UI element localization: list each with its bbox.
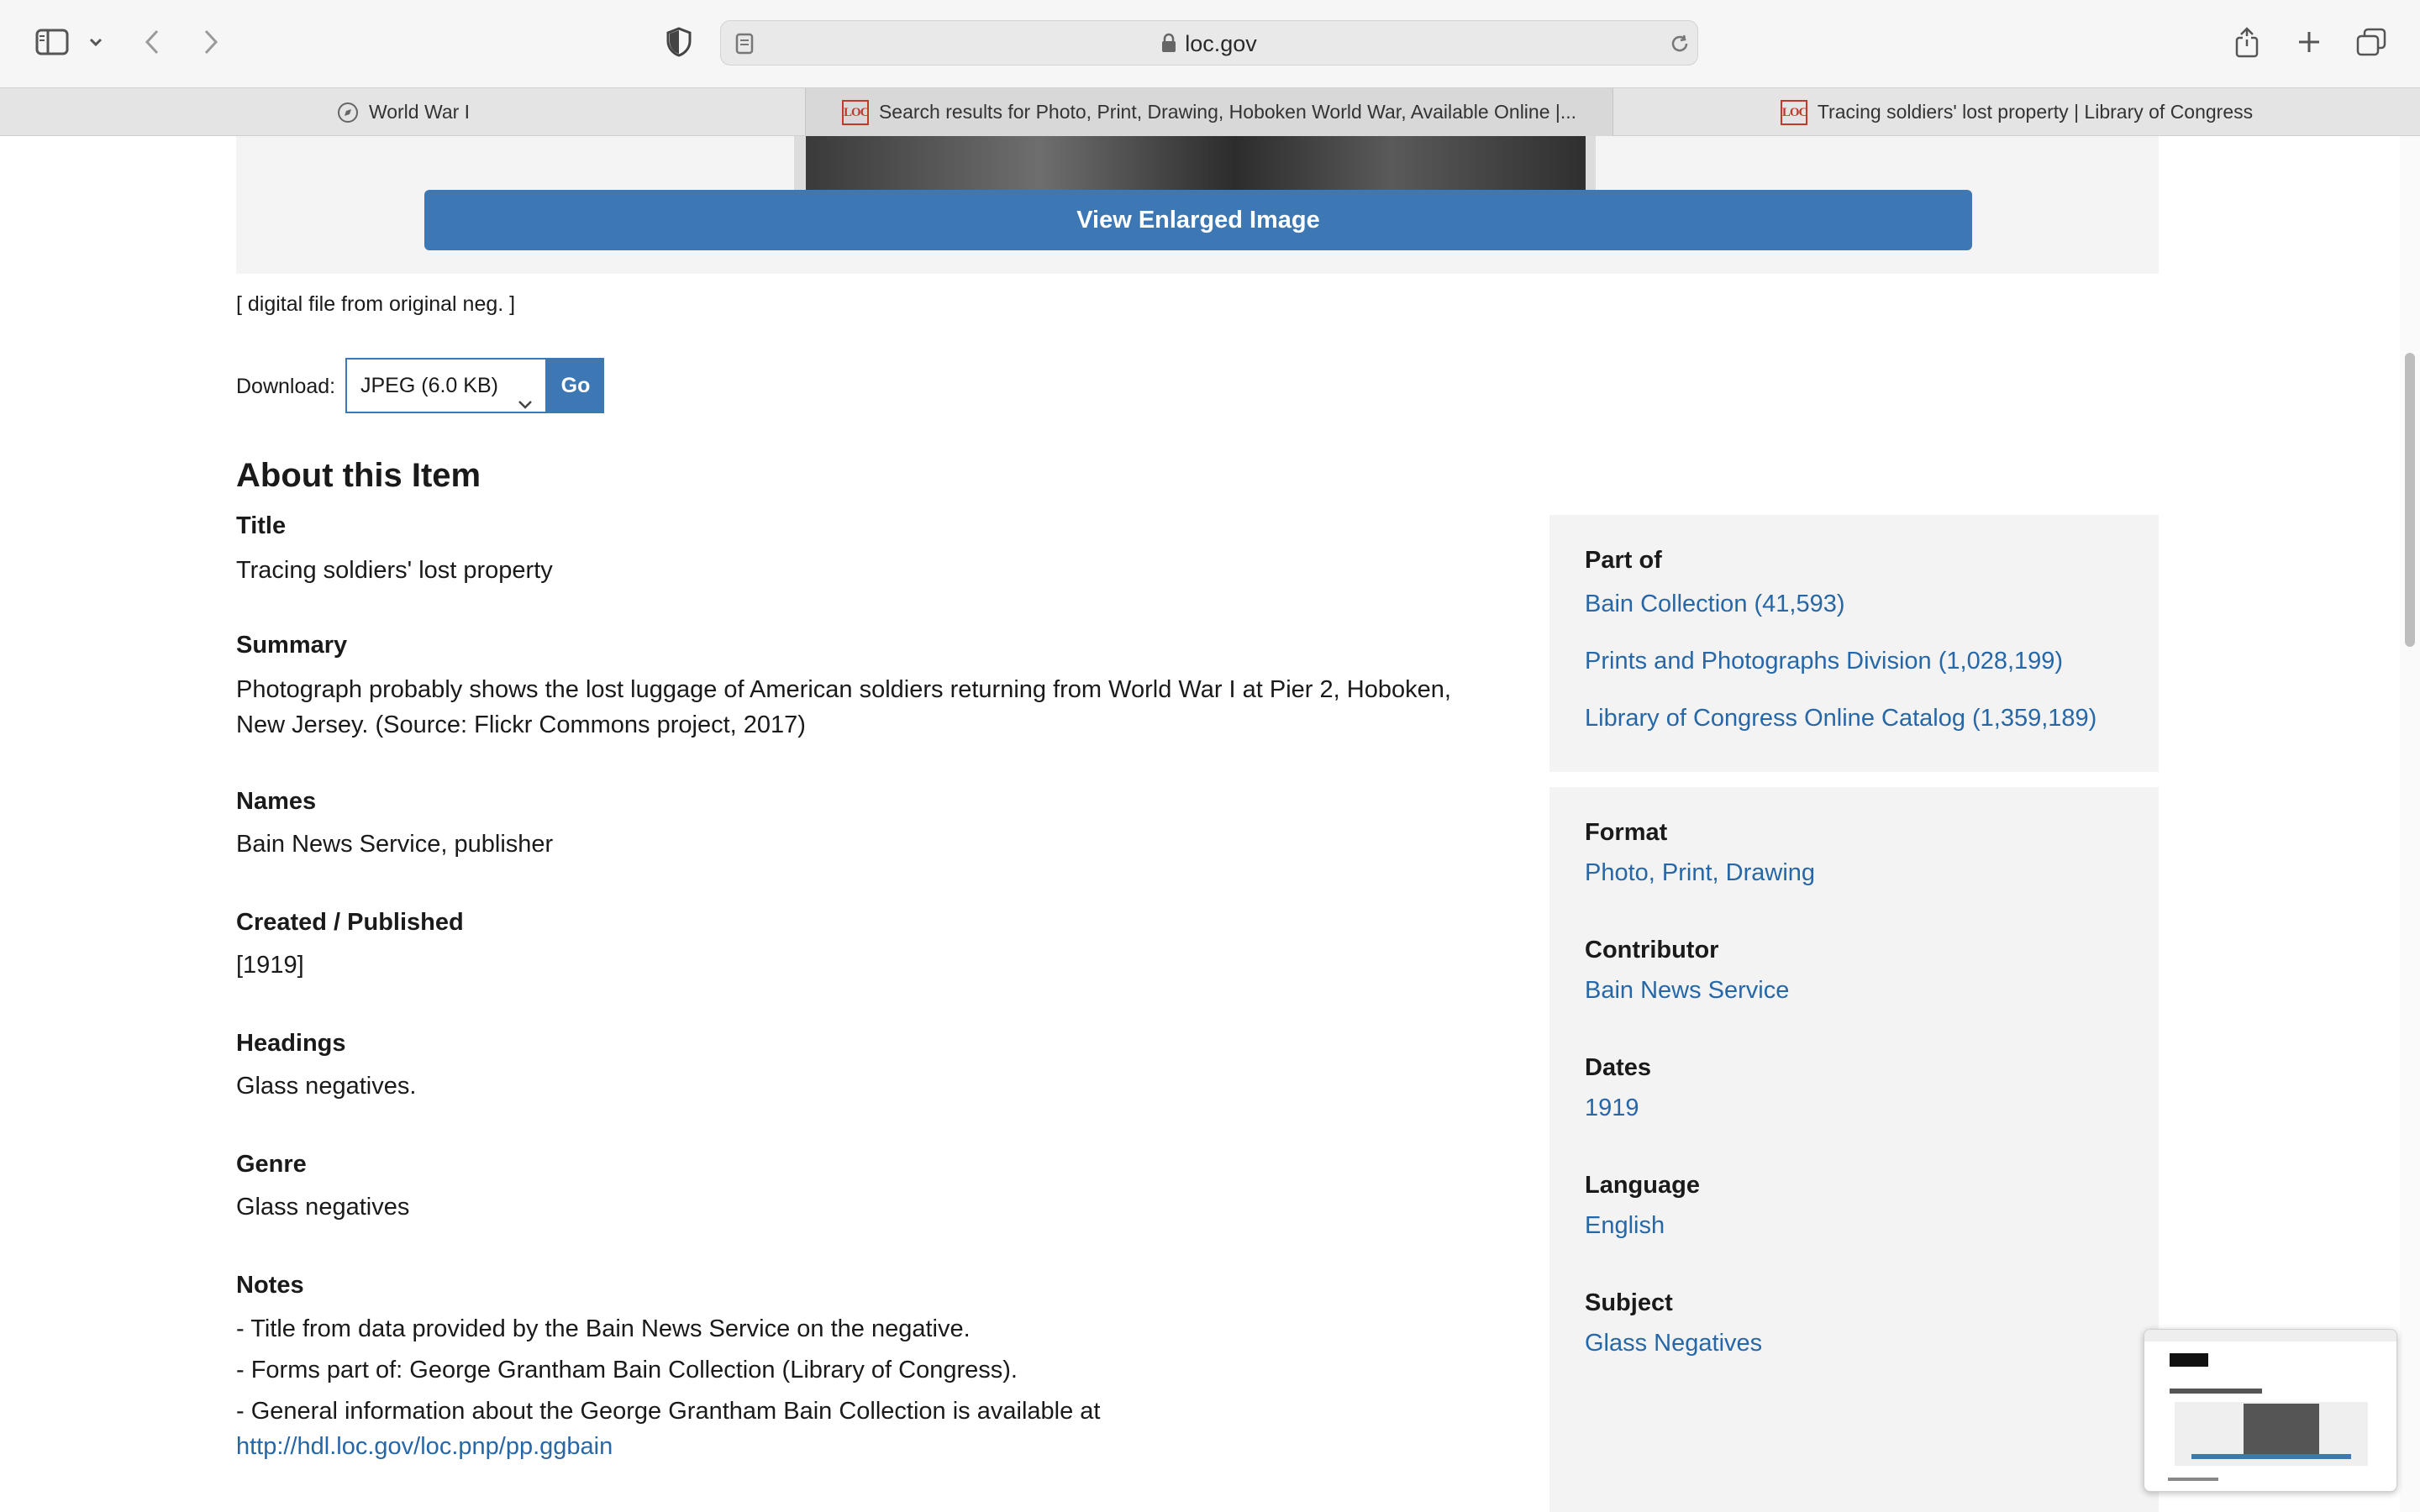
part-of-label: Part of: [1585, 547, 1662, 574]
chevron-down-icon: [517, 378, 534, 430]
new-tab-icon[interactable]: [2292, 25, 2326, 59]
download-selected-option: JPEG (6.0 KB): [360, 374, 498, 397]
summary-line-2: New Jersey. (Source: Flickr Commons project, 2017): [236, 711, 806, 738]
scrollbar-thumb[interactable]: [2405, 353, 2415, 647]
notes-label: Notes: [236, 1272, 304, 1299]
headings-value: Glass negatives.: [236, 1073, 417, 1100]
note-item: - Forms part of: George Grantham Bain Collection (Library of Congress).: [236, 1357, 1018, 1383]
bain-collection-link[interactable]: http://hdl.loc.gov/loc.pnp/pp.ggbain: [236, 1433, 613, 1460]
prints-photographs-link[interactable]: Prints and Photographs Division (1,028,199): [1585, 648, 2064, 675]
forward-icon[interactable]: [198, 25, 224, 59]
share-icon[interactable]: [2232, 24, 2262, 60]
dates-link[interactable]: 1919: [1585, 1095, 1639, 1121]
dates-label: Dates: [1585, 1054, 1651, 1081]
download-go-button[interactable]: Go: [547, 358, 604, 413]
page-content: [0, 136, 2420, 1512]
title-label: Title: [236, 512, 287, 539]
note-item: - Title from data provided by the Bain News Service on the negative.: [236, 1315, 971, 1342]
download-label: Download:: [236, 375, 336, 398]
subject-link[interactable]: Glass Negatives: [1585, 1330, 1763, 1357]
part-of-panel: [1549, 515, 2159, 772]
loc-favicon-icon: LOC: [842, 100, 869, 125]
format-link[interactable]: Photo, Print, Drawing: [1585, 859, 1816, 886]
headings-label: Headings: [236, 1030, 346, 1057]
tab-overview-icon[interactable]: [2354, 25, 2388, 59]
loc-favicon-icon: LOC: [1781, 100, 1807, 125]
genre-label: Genre: [236, 1151, 307, 1178]
created-value: [1919]: [236, 952, 304, 979]
chevron-down-icon[interactable]: [86, 30, 106, 54]
image-viewer-panel: [236, 136, 2159, 274]
image-caption: [ digital file from original neg. ]: [236, 292, 516, 316]
sidebar-toggle-icon[interactable]: [34, 25, 71, 59]
format-label: Format: [1585, 819, 1668, 846]
tab-bar: [0, 87, 2420, 136]
summary-line-1: Photograph probably shows the lost luggage of American soldiers returning from World War I at Pier 2, Hoboken,: [236, 676, 1451, 703]
download-format-select[interactable]: [345, 358, 547, 413]
about-heading: About this Item: [236, 457, 481, 494]
genre-value: Glass negatives: [236, 1194, 410, 1221]
title-value: Tracing soldiers' lost property: [236, 557, 553, 584]
item-facets-panel: [1549, 787, 2159, 1512]
url-text: loc.gov: [1185, 31, 1257, 56]
view-enlarged-image-button[interactable]: View Enlarged Image: [424, 190, 1972, 250]
online-catalog-link[interactable]: Library of Congress Online Catalog (1,359,189): [1585, 705, 2097, 732]
summary-label: Summary: [236, 632, 348, 659]
tab-label: Tracing soldiers' lost property | Library of Congress: [1817, 101, 2254, 123]
page-thumbnail-preview[interactable]: [2144, 1329, 2397, 1492]
note-item: - General information about the George Grantham Bain Collection is available at: [236, 1398, 1101, 1425]
url-display: [721, 21, 1697, 66]
contributor-label: Contributor: [1585, 937, 1719, 963]
tab-label: Search results for Photo, Print, Drawing, Hoboken World War, Available Online |...: [878, 101, 1577, 123]
names-value: Bain News Service, publisher: [236, 831, 554, 858]
address-bar[interactable]: [720, 20, 1698, 66]
language-label: Language: [1585, 1172, 1700, 1199]
lock-icon: [1161, 23, 1176, 68]
browser-toolbar: [0, 0, 2420, 87]
tab-search-results[interactable]: [805, 88, 1613, 136]
reload-icon[interactable]: [1667, 31, 1692, 56]
tab-tracing-soldiers[interactable]: [1613, 88, 2420, 136]
back-icon[interactable]: [139, 25, 165, 59]
contributor-link[interactable]: Bain News Service: [1585, 977, 1790, 1004]
compass-icon: [337, 102, 359, 123]
subject-label: Subject: [1585, 1289, 1673, 1316]
language-link[interactable]: English: [1585, 1212, 1665, 1239]
privacy-shield-icon[interactable]: [664, 25, 694, 59]
tab-label: World War I: [368, 101, 471, 123]
tab-world-war-i[interactable]: [0, 88, 807, 136]
bain-collection-link[interactable]: Bain Collection (41,593): [1585, 591, 1845, 617]
names-label: Names: [236, 788, 317, 815]
scrollbar-track[interactable]: [2400, 136, 2420, 1512]
created-label: Created / Published: [236, 909, 464, 936]
